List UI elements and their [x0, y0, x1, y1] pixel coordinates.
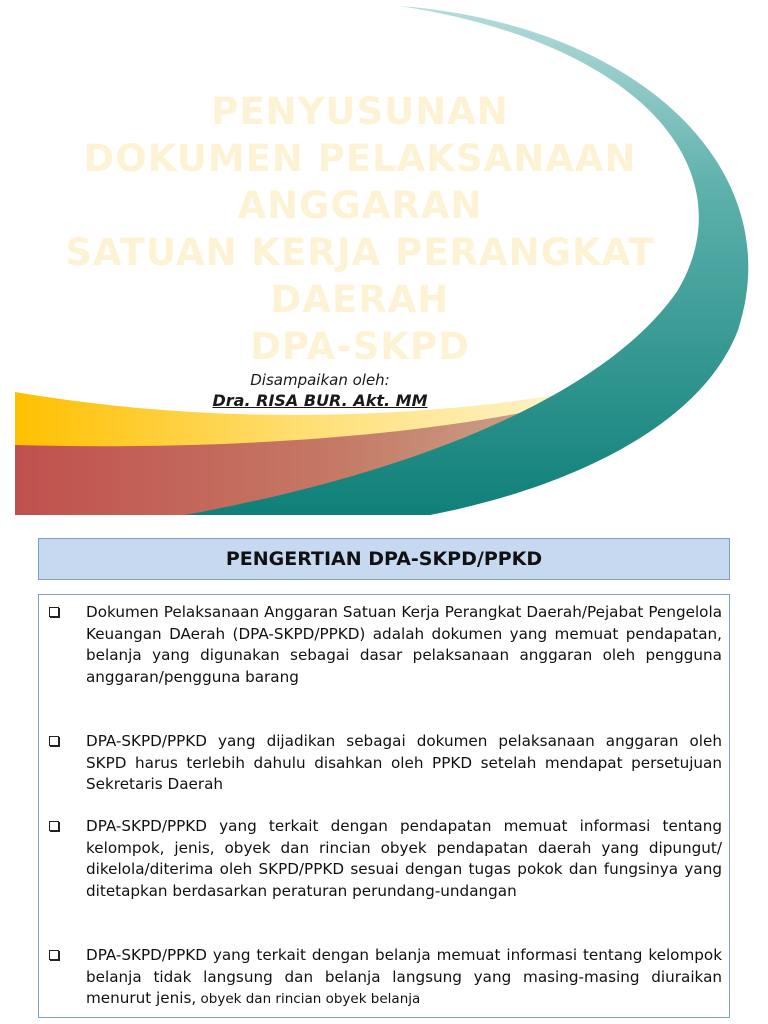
checkbox-bullet-icon: [49, 607, 59, 617]
title-line: DOKUMEN PELAKSANAAN: [83, 137, 637, 180]
checkbox-bullet-icon: [49, 950, 59, 960]
section-heading: PENGERTIAN DPA-SKPD/PPKD: [38, 538, 730, 580]
checkbox-bullet-icon: [49, 736, 59, 746]
bullet-text: DPA-SKPD/PPKD yang terkait dengan pendapatan memuat informasi tentang kelompok, jenis, obyek dan rincian obyek pendapatan daerah yang dipungut/ dikelola/diterima oleh SKPD/PPKD sesuai dengan tugas pokok dan fungsinya yang ditetapkan berdasarkan peraturan perundang-undangan: [86, 817, 722, 900]
title-line: SATUAN KERJA PERANGKAT: [65, 231, 655, 274]
bullet-text-tail: obyek dan rincian obyek belanja: [196, 991, 421, 1008]
title-line: ANGGARAN: [237, 184, 483, 227]
checkbox-bullet-icon: [49, 821, 59, 831]
content-box: [38, 594, 730, 1018]
bullet-text: DPA-SKPD/PPKD yang terkait dengan belanja memuat informasi tentang kelompok belanja tidak langsung dan belanja langsung yang masing-masing diuraikan menurut jenis,: [86, 946, 722, 1008]
title-line: DAERAH: [270, 278, 450, 321]
presenter-block: [140, 370, 500, 412]
bullet-text: Dokumen Pelaksanaan Anggaran Satuan Kerja Perangkat Daerah/Pejabat Pengelola Keuangan DAerah (DPA-SKPD/PPKD) adalah dokumen yang memuat pendapatan, belanja yang digunakan sebagai dasar pelaksanaan anggaran oleh pengguna anggaran/pengguna barang: [86, 603, 722, 686]
bullet-text-container: [86, 945, 722, 1011]
presenter-label: Disampaikan oleh:: [250, 371, 390, 389]
slide-title: [20, 88, 700, 370]
bullet-text: DPA-SKPD/PPKD yang dijadikan sebagai dokumen pelaksanaan anggaran oleh SKPD harus terlebih dahulu disahkan oleh PPKD setelah mendapat persetujuan Sekretaris Daerah: [86, 732, 722, 794]
presenter-name: Dra. RISA BUR. Akt. MM: [212, 391, 428, 410]
title-line: DPA-SKPD: [250, 325, 470, 368]
title-line: PENYUSUNAN: [211, 90, 509, 133]
